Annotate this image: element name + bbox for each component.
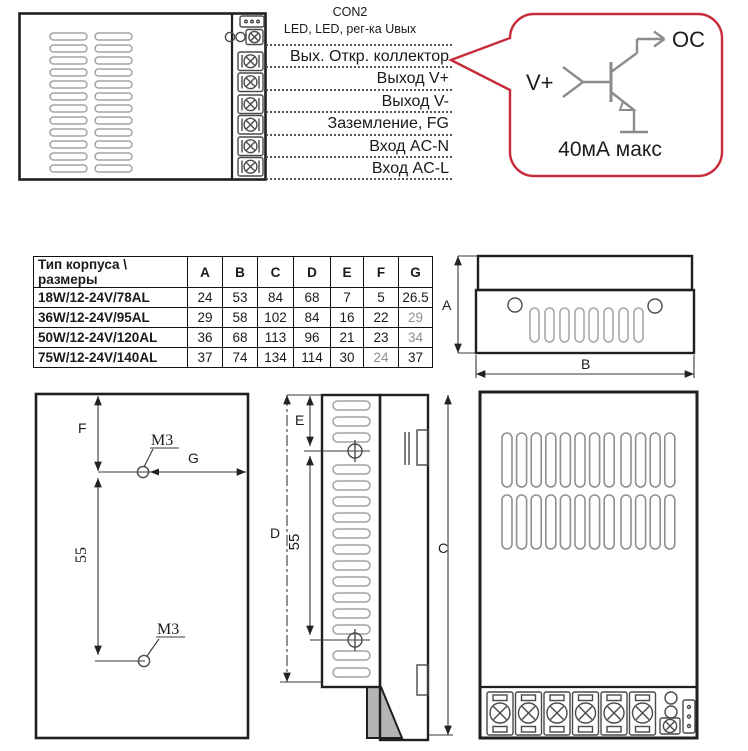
dimension-value: 23 bbox=[364, 328, 399, 348]
dimension-value: 34 bbox=[399, 328, 433, 348]
vent-slots bbox=[502, 433, 675, 549]
open-collector-callout bbox=[448, 6, 748, 184]
led-indicators bbox=[225, 32, 245, 41]
dimensions-table bbox=[33, 256, 433, 368]
callout-output-label: OC bbox=[672, 27, 705, 52]
table-row bbox=[34, 348, 433, 368]
dimension-55 bbox=[73, 478, 145, 661]
dimension-value: 102 bbox=[258, 308, 294, 328]
pin-label: Вход AC-N bbox=[266, 136, 452, 158]
table-header-row bbox=[34, 257, 433, 288]
table-row bbox=[34, 308, 433, 328]
mounting-layout-drawing bbox=[33, 388, 255, 746]
dimension-b bbox=[476, 355, 694, 378]
table-row bbox=[34, 288, 433, 308]
callout-current-note: 40мА макс bbox=[558, 138, 662, 161]
dimension-value: 134 bbox=[258, 348, 294, 368]
dimension-value: 16 bbox=[331, 308, 364, 328]
dim-label-d: D bbox=[270, 525, 281, 541]
flange-panel-outline bbox=[322, 395, 380, 687]
dim-label-f: F bbox=[78, 420, 87, 436]
dimension-value: 29 bbox=[188, 308, 223, 328]
dimension-value: 29 bbox=[399, 308, 433, 328]
dimension-value: 37 bbox=[399, 348, 433, 368]
hole-thread-label: M3 bbox=[151, 432, 174, 449]
panel-detail-marks bbox=[405, 430, 428, 695]
cover-outline bbox=[478, 256, 692, 290]
case-outline bbox=[20, 14, 266, 180]
side-view-drawing bbox=[440, 248, 748, 381]
dimension-value: 114 bbox=[294, 348, 331, 368]
dim-label-55: 55 bbox=[73, 547, 90, 563]
dimension-c bbox=[428, 395, 453, 735]
column-header: F bbox=[364, 257, 399, 288]
bracket-wedge bbox=[367, 687, 402, 738]
screw-terminal bbox=[238, 52, 263, 71]
con2-subtitle: LED, LED, рег-ка Uвых bbox=[283, 22, 417, 36]
column-header: Тип корпуса \ размеры bbox=[34, 257, 188, 288]
dim-label-a: A bbox=[442, 297, 452, 313]
dimension-e bbox=[295, 396, 310, 446]
con2-title: CON2 bbox=[332, 5, 368, 19]
dimension-value: 7 bbox=[331, 288, 364, 308]
dimension-value: 68 bbox=[294, 288, 331, 308]
mounting-hole bbox=[648, 299, 662, 313]
led-indicators bbox=[665, 692, 677, 718]
voltage-potentiometer bbox=[660, 718, 680, 734]
body-outline bbox=[476, 290, 694, 353]
dim-label-b: B bbox=[581, 356, 591, 372]
dimension-55 bbox=[286, 456, 310, 635]
pin-label: Вход AC-L bbox=[266, 158, 452, 180]
vent-slots bbox=[333, 401, 370, 677]
row-label: 36W/12-24V/95AL bbox=[34, 308, 188, 328]
hole-thread-label: M3 bbox=[157, 621, 180, 638]
row-label: 75W/12-24V/140AL bbox=[34, 348, 188, 368]
dimension-value: 30 bbox=[331, 348, 364, 368]
pin-label: Выход V+ bbox=[266, 68, 452, 90]
dimension-value: 24 bbox=[188, 288, 223, 308]
dimension-value: 74 bbox=[223, 348, 258, 368]
column-header: D bbox=[294, 257, 331, 288]
dimension-value: 36 bbox=[188, 328, 223, 348]
dimension-value: 96 bbox=[294, 328, 331, 348]
table-row bbox=[34, 328, 433, 348]
dimension-g bbox=[98, 450, 246, 476]
dim-label-g: G bbox=[188, 450, 199, 466]
mounting-hole bbox=[508, 298, 522, 312]
pin-label: Вых. Откр. коллектор bbox=[266, 46, 452, 68]
vent-slots bbox=[50, 33, 132, 172]
column-header: B bbox=[223, 257, 258, 288]
column-header: G bbox=[399, 257, 433, 288]
dimension-value: 58 bbox=[223, 308, 258, 328]
dim-label-55: 55 bbox=[286, 533, 303, 551]
top-view-drawing bbox=[18, 12, 268, 182]
mounting-hole-bottom bbox=[138, 621, 185, 667]
dimension-value: 84 bbox=[294, 308, 331, 328]
callout-input-label: V+ bbox=[526, 70, 554, 95]
dimension-value: 24 bbox=[364, 348, 399, 368]
column-header: E bbox=[331, 257, 364, 288]
column-header: A bbox=[188, 257, 223, 288]
row-label: 18W/12-24V/78AL bbox=[34, 288, 188, 308]
dimension-value: 53 bbox=[223, 288, 258, 308]
base-plate-outline bbox=[36, 394, 248, 738]
screw-terminal bbox=[487, 692, 513, 735]
pin-label: Заземление, FG bbox=[266, 113, 452, 135]
dimension-value: 84 bbox=[258, 288, 294, 308]
dimension-value: 22 bbox=[364, 308, 399, 328]
dimension-value: 37 bbox=[188, 348, 223, 368]
row-label: 50W/12-24V/120AL bbox=[34, 328, 188, 348]
dimension-a bbox=[442, 256, 477, 353]
front-view-drawing bbox=[478, 390, 714, 744]
vent-slots bbox=[530, 308, 643, 342]
dimension-value: 68 bbox=[223, 328, 258, 348]
column-header: C bbox=[258, 257, 294, 288]
dim-label-e: E bbox=[295, 412, 305, 428]
side-profile-drawing bbox=[268, 388, 460, 751]
case-side-outline bbox=[380, 395, 428, 740]
dimension-value: 5 bbox=[364, 288, 399, 308]
con2-connector bbox=[683, 700, 695, 733]
dimension-value: 21 bbox=[331, 328, 364, 348]
dim-label-c: C bbox=[438, 540, 449, 556]
dimension-value: 26.5 bbox=[399, 288, 433, 308]
pin-label: Выход V- bbox=[266, 91, 452, 113]
dimension-value: 113 bbox=[258, 328, 294, 348]
pin-label-list bbox=[266, 44, 452, 180]
dimension-f bbox=[78, 396, 98, 471]
